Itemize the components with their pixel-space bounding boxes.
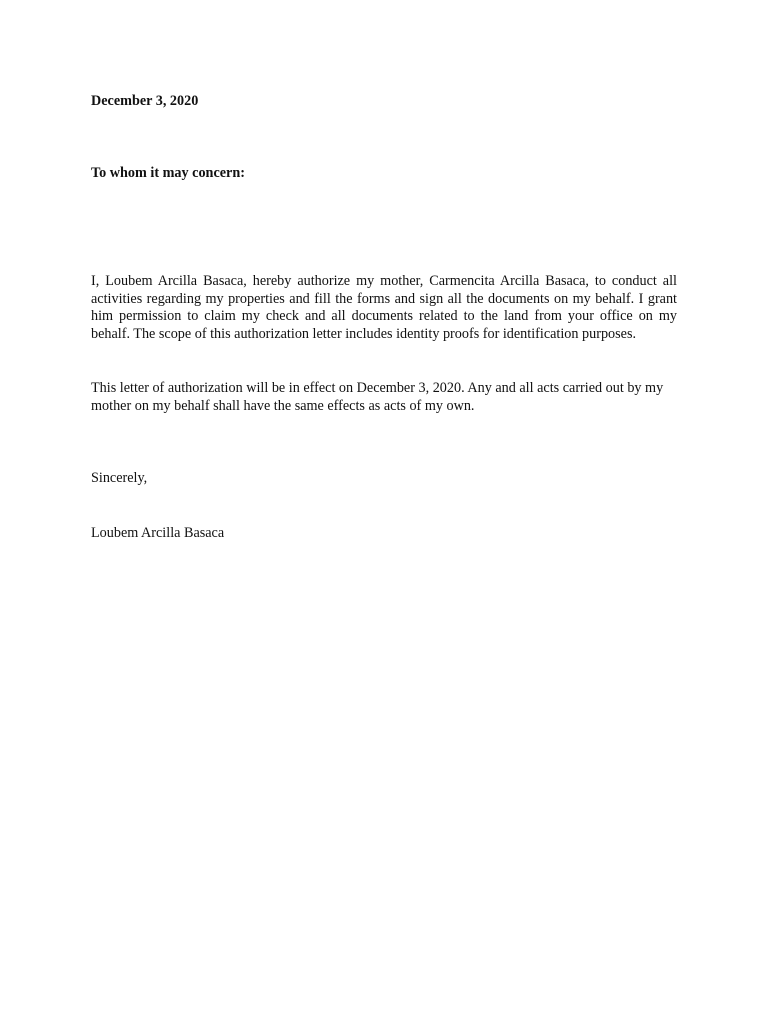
body-paragraph-effect: This letter of authorization will be in effect on December 3, 2020. Any and all acts carried out by my mother on my behalf shall have the same effects as acts of my own. xyxy=(91,380,664,414)
letter-closing: Sincerely, xyxy=(91,470,148,486)
body-paragraph-authorization: I, Loubem Arcilla Basaca, hereby authorize my mother, Carmencita Arcilla Basaca, to conduct all activities regarding my properties and fill the forms and sign all the documents on my behalf. I grant him permission to claim my check and all documents related to the land from your office on my behalf. The scope of this authorization letter includes identity proofs for identification purposes. xyxy=(91,273,677,342)
letter-date: December 3, 2020 xyxy=(91,93,199,109)
signature-name: Loubem Arcilla Basaca xyxy=(91,525,225,541)
letter-salutation: To whom it may concern: xyxy=(91,165,245,181)
